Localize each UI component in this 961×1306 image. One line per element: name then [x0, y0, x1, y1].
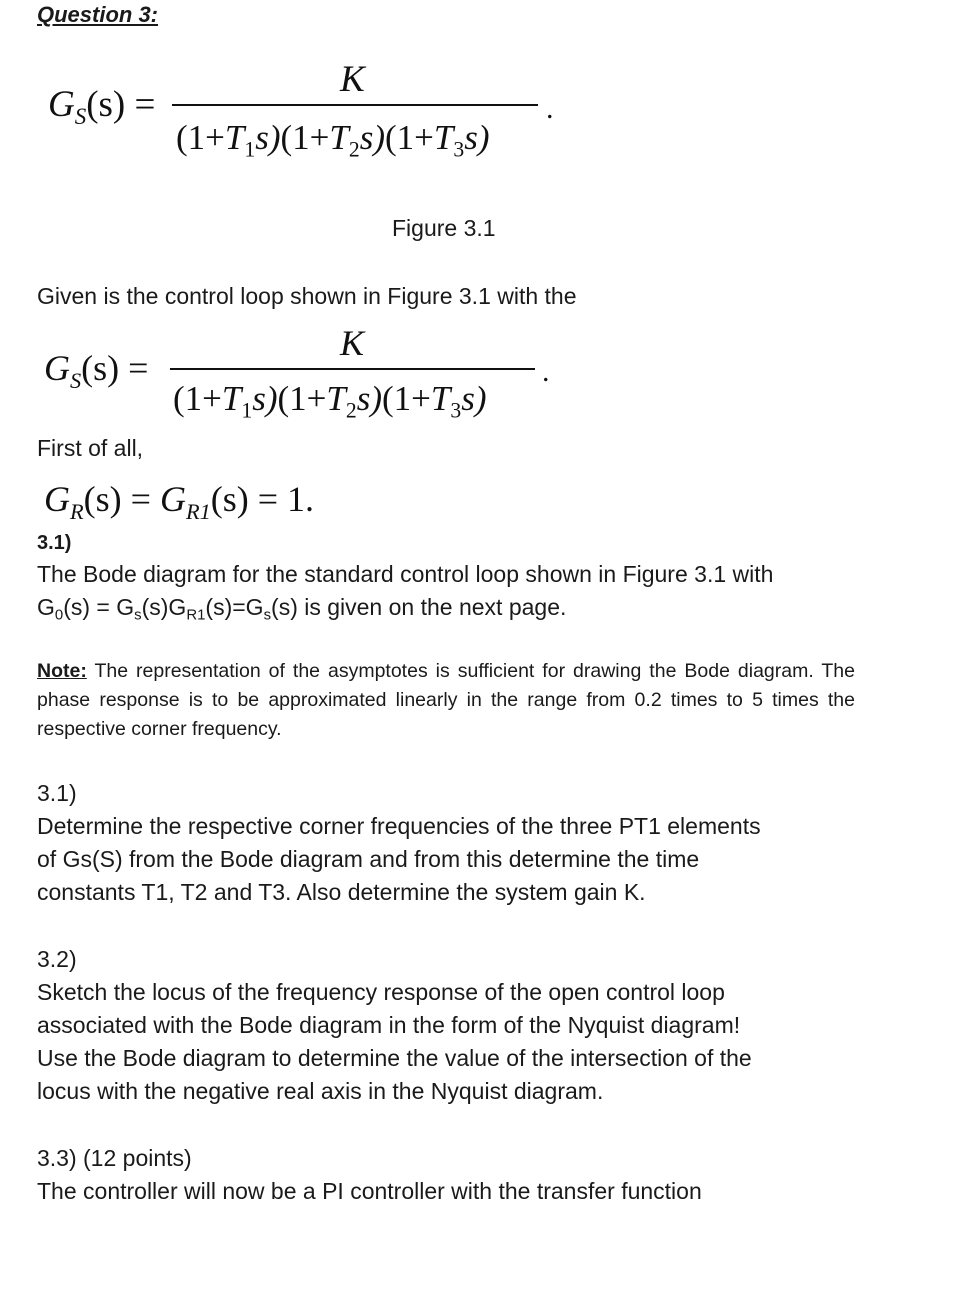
q32-line-4: locus with the negative real axis in the Nyquist diagram. — [37, 1078, 604, 1104]
q32-line-2: associated with the Bode diagram in the form of the Nyquist diagram! — [37, 1012, 741, 1038]
q33-line-1: The controller will now be a PI controller with the transfer function — [37, 1178, 702, 1204]
bode-line-2: G0(s) = Gs(s)GR1(s)=Gs(s) is given on the next page. — [37, 594, 567, 624]
gs-numerator: K — [340, 59, 365, 100]
q31-line-1: Determine the respective corner frequencies of the three PT1 elements — [37, 813, 761, 839]
gs-denominator: $(1+T_1s)(1+T_2s)(1+T_3s)$ — [176, 118, 490, 162]
gs-lhs: $G_S(s)$ = — [48, 84, 156, 130]
note-text: The representation of the asymptotes is sufficient for drawing the Bode diagram. The phase response is to be approximated linearly in the range from 0.2 times to 5 times the respective corner frequency. — [37, 660, 855, 740]
note-label: Note: — [37, 660, 87, 682]
q32-label: 3.2) — [37, 946, 77, 972]
gs-trailing-dot: . — [546, 92, 554, 125]
question-title: Question 3: — [37, 2, 159, 27]
q31-label: 3.1) — [37, 780, 77, 806]
note-paragraph — [37, 657, 855, 744]
gs2-denominator: $(1+T_1s)(1+T_2s)(1+T_3s)$ — [173, 379, 487, 423]
equation-gs-repeat — [0, 300, 961, 430]
fraction-bar — [172, 104, 538, 106]
q33-label: 3.3) (12 points) — [37, 1145, 192, 1171]
q32-line-3: Use the Bode diagram to determine the value of the intersection of the — [37, 1045, 752, 1071]
section-3-1-label: 3.1) — [37, 532, 72, 554]
equation-gr: $G_R(s) = G_{R1}(s) = 1$. — [44, 479, 315, 524]
gs2-lhs: $G_S(s)$ = — [44, 348, 149, 393]
q31-line-3: constants T1, T2 and T3. Also determine the system gain K. — [37, 879, 646, 905]
gs2-numerator: K — [340, 323, 365, 363]
gs2-trailing-dot: . — [542, 355, 550, 388]
given-text: Given is the control loop shown in Figure 3.1 with the — [37, 283, 577, 309]
bode-line-1: The Bode diagram for the standard control loop shown in Figure 3.1 with — [37, 561, 774, 587]
fraction-bar-2 — [170, 368, 535, 370]
figure-caption: Figure 3.1 — [392, 215, 496, 241]
first-text: First of all, — [37, 435, 144, 461]
q32-line-1: Sketch the locus of the frequency response of the open control loop — [37, 979, 725, 1005]
equation-gs-top — [0, 0, 961, 180]
q31-line-2: of Gs(S) from the Bode diagram and from this determine the time — [37, 846, 700, 872]
